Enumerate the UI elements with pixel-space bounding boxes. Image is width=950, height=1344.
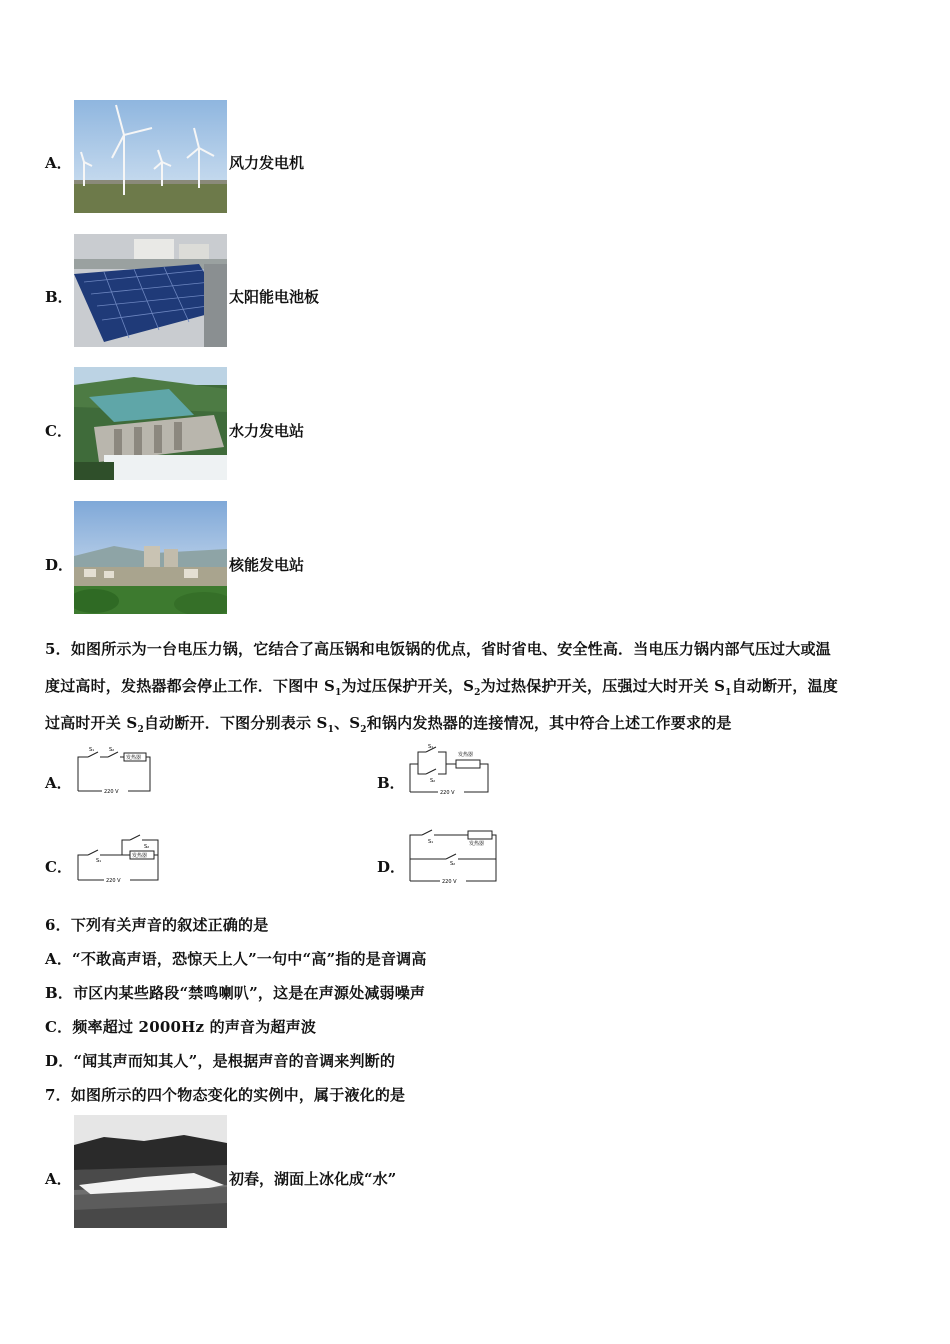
q6-option-d: D．“闻其声而知其人”，是根据声音的音调来判断的 [45, 1052, 396, 1070]
circuit-diagram-b [406, 742, 494, 798]
melting-ice-lake-photo [74, 1115, 227, 1228]
q7-option-a-letter: A． [45, 1170, 72, 1188]
circuit-option-b-letter: B． [377, 774, 405, 792]
caption-hydro: 水力发电站 [229, 422, 305, 440]
q7-option-a-caption: 初春，湖面上冰化成“水” [229, 1170, 397, 1188]
option-letter-b: B． [45, 288, 73, 306]
circuit-c-s1-label: S₁ [96, 858, 102, 864]
q6-option-a: A．“不敢高声语，恐惊天上人”一句中“高”指的是音调高 [45, 950, 427, 968]
q5-line-2: 度过高时，发热器都会停止工作．下图中 $S_1$为过压保护开关，$S_2$为过热保护开关，压强过大时开关 $S_1$自动断开，温度 [45, 677, 838, 698]
hydro-dam-photo [74, 367, 227, 480]
circuit-a-s1-label: S₁ [89, 747, 95, 753]
circuit-diagram-c [74, 830, 162, 886]
q6-option-b: B．市区内某些路段“禁鸣喇叭”，这是在声源处减弱噪声 [45, 984, 426, 1002]
circuit-a-heater-label: 发热器 [126, 755, 142, 761]
circuit-b-heater-label: 发热器 [458, 752, 474, 758]
solar-panels-photo [74, 234, 227, 347]
q6-stem: 6．下列有关声音的叙述正确的是 [45, 916, 269, 934]
circuit-a-s2-label: S₂ [109, 747, 115, 753]
circuit-d-s1-label: S₁ [428, 839, 434, 845]
wind-turbines-photo [74, 100, 227, 213]
caption-wind: 风力发电机 [229, 154, 305, 172]
q5-line-3: 过高时开关 $S_2$自动断开．下图分别表示 $S_1$、$S_2$和锅内发热器的连接情况，其中符合上述工作要求的是 [45, 714, 732, 735]
q5-line-1: 5．如图所示为一台电压力锅，它结合了高压锅和电饭锅的优点，省时省电、安全性高．当电压力锅内部气压过大或温 [45, 640, 831, 658]
circuit-d-heater-label: 发热器 [469, 841, 485, 847]
option-letter-d: D． [45, 556, 74, 574]
circuit-a-voltage-label: 220 V [104, 789, 119, 795]
circuit-d-s2-label: S₂ [450, 861, 456, 867]
option-letter-c: C． [45, 422, 72, 440]
circuit-c-heater-label: 发热器 [132, 853, 148, 859]
q6-option-c: C．频率超过 2000Hz 的声音为超声波 [45, 1018, 317, 1036]
circuit-c-s2-label: S₂ [144, 844, 150, 850]
circuit-option-a-letter: A． [45, 774, 72, 792]
option-letter-a: A． [45, 154, 72, 172]
caption-solar: 太阳能电池板 [229, 288, 320, 306]
circuit-option-d-letter: D． [377, 858, 406, 876]
circuit-b-s1-label: S₁ [428, 744, 434, 750]
circuit-diagram-d [406, 827, 500, 887]
circuit-b-s2-label: S₂ [430, 778, 436, 784]
circuit-c-voltage-label: 220 V [106, 878, 121, 884]
caption-nuclear: 核能发电站 [229, 556, 305, 574]
q7-stem: 7．如图所示的四个物态变化的实例中，属于液化的是 [45, 1086, 406, 1104]
circuit-b-voltage-label: 220 V [440, 790, 455, 796]
nuclear-plant-photo [74, 501, 227, 614]
circuit-d-voltage-label: 220 V [442, 879, 457, 885]
circuit-diagram-a [74, 745, 154, 797]
circuit-option-c-letter: C． [45, 858, 72, 876]
